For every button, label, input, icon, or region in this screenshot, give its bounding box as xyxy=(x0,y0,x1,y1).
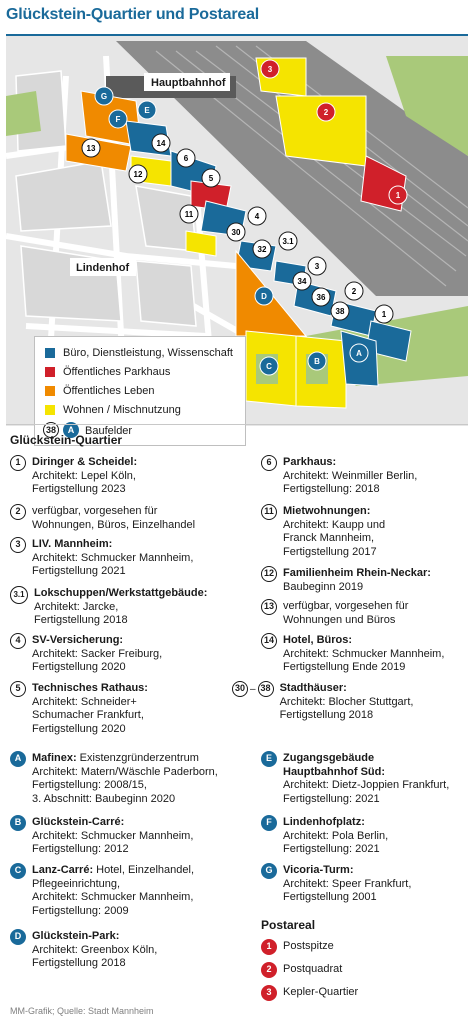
entry-badge: 3 xyxy=(261,985,277,1001)
map-badge-36[interactable] xyxy=(312,288,330,306)
entry-badge: 5 xyxy=(10,681,26,697)
map-badge-3[interactable] xyxy=(308,257,326,275)
list-item xyxy=(10,752,250,806)
entry-title-rest: Existenzgründerzentrum xyxy=(76,752,199,764)
list-item xyxy=(261,634,471,675)
svg-text:1: 1 xyxy=(381,310,387,319)
svg-text:D: D xyxy=(261,292,267,301)
entry-line: verfügbar, vorgesehen für xyxy=(32,505,158,517)
entry-badge: 12 xyxy=(261,566,277,582)
section-title-quartier: Glückstein-Quartier xyxy=(10,433,123,447)
entry-line: Architekt: Blocher Stuttgart, xyxy=(279,695,414,708)
entry-line: Fertigstellung 2018 xyxy=(279,709,374,722)
map-badge-C[interactable] xyxy=(260,357,278,375)
list-item xyxy=(10,930,250,971)
entry-badge: D xyxy=(10,929,26,945)
map-badge-4[interactable] xyxy=(248,207,266,225)
map-badge-2[interactable] xyxy=(345,282,363,300)
legend-item xyxy=(45,347,233,359)
entry-line: Fertigstellung 2020 xyxy=(32,722,126,735)
entry-line: Wohnungen und Büros xyxy=(283,613,396,626)
map-badge-32[interactable] xyxy=(253,240,271,258)
entry-line: Architekt: Schmucker Mannheim, xyxy=(32,891,194,904)
list-item xyxy=(261,864,473,905)
entry-title: Vicoria-Turm: xyxy=(283,864,354,876)
legend-swatch-office xyxy=(45,348,55,358)
svg-text:14: 14 xyxy=(156,139,166,148)
entry-line: Fertigstellung 2023 xyxy=(32,483,126,496)
svg-text:5: 5 xyxy=(208,174,214,183)
entry-badge: 1 xyxy=(261,939,277,955)
map-badge-12[interactable] xyxy=(129,165,147,183)
map-legend xyxy=(34,336,246,446)
entry-badge: F xyxy=(261,815,277,831)
map-badge-6[interactable] xyxy=(177,149,195,167)
entry-title: SV-Versicherung: xyxy=(32,634,124,646)
page-title: Glückstein-Quartier und Postareal xyxy=(6,6,260,23)
entry-title: Mafinex: xyxy=(32,752,77,764)
entry-badge: 4 xyxy=(10,633,26,649)
legend-badge-letter: A xyxy=(63,422,79,438)
range-dash: – xyxy=(250,683,256,695)
label-hauptbahnhof: Hauptbahnhof xyxy=(151,77,226,89)
entry-badge: 38 xyxy=(258,681,274,697)
entry-badge: 3.1 xyxy=(10,586,28,604)
entry-line: Pflegeeinrichtung, xyxy=(32,877,121,890)
list-item xyxy=(261,940,471,955)
entry-line: Fertigstellung 2021 xyxy=(32,565,126,578)
svg-text:38: 38 xyxy=(335,307,345,316)
svg-text:3: 3 xyxy=(314,262,320,271)
list-item xyxy=(10,634,242,675)
legend-swatch-parking xyxy=(45,367,55,377)
svg-text:2: 2 xyxy=(351,287,357,296)
svg-text:32: 32 xyxy=(257,245,267,254)
list-item xyxy=(261,456,471,497)
entry-title-2: Hauptbahnhof Süd: xyxy=(283,765,386,778)
map-badge-F[interactable] xyxy=(109,110,127,128)
list-item xyxy=(10,456,242,497)
svg-text:E: E xyxy=(144,106,150,115)
entry-title: Parkhaus: xyxy=(283,456,337,468)
label-lindenhof: Lindenhof xyxy=(76,262,130,274)
entry-badge: 1 xyxy=(10,455,26,471)
list-item xyxy=(261,986,471,1001)
list-item xyxy=(232,682,472,723)
legend-badge-label: Baufelder xyxy=(85,424,133,437)
map-badge-3-1[interactable] xyxy=(279,232,297,250)
entry-line: Architekt: Kaupp und xyxy=(283,518,386,531)
entry-badge: 6 xyxy=(261,455,277,471)
map-badge-13[interactable] xyxy=(82,139,100,157)
map-badge-14[interactable] xyxy=(152,134,170,152)
entry-line: Fertigstellung 2018 xyxy=(32,957,126,970)
entry-title: Zugangsgebäude xyxy=(283,752,375,764)
entry-title: Lanz-Carré: xyxy=(32,864,94,876)
entry-badge: 11 xyxy=(261,504,277,520)
list-item xyxy=(10,587,242,628)
entry-line: Architekt: Schmucker Mannheim, xyxy=(32,829,194,842)
svg-text:36: 36 xyxy=(316,293,326,302)
list-item xyxy=(261,600,471,627)
entry-title: Mietwohnungen: xyxy=(283,505,371,517)
entry-line: Architekt: Schneider+ xyxy=(32,695,137,708)
entry-badge: E xyxy=(261,751,277,767)
legend-label: Büro, Dienstleistung, Wissenschaft xyxy=(63,347,233,359)
entry-line: Franck Mannheim, xyxy=(283,532,375,545)
entry-line: Postquadrat xyxy=(283,963,343,975)
svg-text:C: C xyxy=(266,362,272,371)
legend-swatch-housing xyxy=(45,405,55,415)
entry-title: Diringer & Scheidel: xyxy=(32,456,138,468)
svg-text:30: 30 xyxy=(231,228,241,237)
entry-title: Hotel, Büros: xyxy=(283,634,353,646)
svg-text:6: 6 xyxy=(183,154,189,163)
entry-line: Fertigstellung: 2009 xyxy=(32,904,129,917)
entry-line: Architekt: Schmucker Mannheim, xyxy=(32,551,194,564)
entry-badge: 2 xyxy=(261,962,277,978)
entry-badge: G xyxy=(261,863,277,879)
entry-line: Schumacher Frankfurt, xyxy=(32,709,144,722)
entry-line: Fertigstellung 2001 xyxy=(283,891,377,904)
map-badge-11[interactable] xyxy=(180,205,198,223)
legend-label: Öffentliches Parkhaus xyxy=(63,366,171,378)
entry-line: Fertigstellung 2020 xyxy=(32,661,126,674)
entry-line: Architekt: Dietz-Joppien Frankfurt, xyxy=(283,779,450,792)
list-item xyxy=(10,816,250,857)
map-badge-30[interactable] xyxy=(227,223,245,241)
entry-line: Kepler-Quartier xyxy=(283,986,359,998)
legend-swatch-public xyxy=(45,386,55,396)
entry-badge: B xyxy=(10,815,26,831)
entry-line: Architekt: Pola Berlin, xyxy=(283,829,389,842)
entry-line: Architekt: Jarcke, xyxy=(34,600,119,613)
list-item xyxy=(10,682,242,736)
map-badge-5[interactable] xyxy=(202,169,220,187)
legend-item xyxy=(45,366,170,378)
legend-badge-number: 38 xyxy=(43,422,59,438)
svg-text:F: F xyxy=(115,115,121,124)
entry-line: verfügbar, vorgesehen für xyxy=(283,600,409,612)
list-item xyxy=(10,505,242,532)
list-item xyxy=(261,963,471,978)
section-title-postareal: Postareal xyxy=(261,918,316,932)
entry-line: Fertigstellung: 2021 xyxy=(283,843,380,856)
entry-line: Wohnungen, Büros, Einzelhandel xyxy=(32,518,196,531)
entry-badge: 13 xyxy=(261,599,277,615)
entry-line: 3. Abschnitt: Baubeginn 2020 xyxy=(32,792,176,805)
source-credit: MM-Grafik; Quelle: Stadt Mannheim xyxy=(10,1006,154,1016)
entry-badge: C xyxy=(10,863,26,879)
svg-text:1: 1 xyxy=(395,191,401,200)
map-badge-34[interactable] xyxy=(293,272,311,290)
svg-text:13: 13 xyxy=(86,144,96,153)
map-badge-G[interactable] xyxy=(95,87,113,105)
entry-line: Architekt: Sacker Freiburg, xyxy=(32,647,163,660)
entry-title: Stadthäuser: xyxy=(279,682,347,694)
legend-label: Wohnen / Mischnutzung xyxy=(63,404,181,416)
svg-text:G: G xyxy=(100,92,108,101)
list-item xyxy=(261,567,471,594)
entry-line: Fertigstellung: 2018 xyxy=(283,483,380,496)
entry-badge: 3 xyxy=(10,537,26,553)
entry-badge: 14 xyxy=(261,633,277,649)
list-item xyxy=(261,816,473,857)
entry-title: Lokschuppen/Werkstattgebäude: xyxy=(34,587,208,599)
svg-text:3.1: 3.1 xyxy=(282,237,294,246)
entry-line: Postspitze xyxy=(283,940,334,952)
list-item xyxy=(10,538,242,579)
list-item xyxy=(261,505,471,559)
svg-text:B: B xyxy=(314,357,320,366)
entry-title: Glückstein-Carré: xyxy=(32,816,125,828)
list-item xyxy=(261,752,473,806)
map-badge-38[interactable] xyxy=(331,302,349,320)
svg-text:11: 11 xyxy=(184,210,194,219)
svg-text:3: 3 xyxy=(267,65,273,74)
entry-line: Architekt: Schmucker Mannheim, xyxy=(283,647,445,660)
entry-line: Architekt: Lepel Köln, xyxy=(32,469,136,482)
entry-title: Technisches Rathaus: xyxy=(32,682,148,694)
svg-text:4: 4 xyxy=(254,212,260,221)
entry-badge: 30 xyxy=(232,681,248,697)
entry-line: Fertigstellung: 2008/15, xyxy=(32,779,147,792)
entry-line: Architekt: Weinmiller Berlin, xyxy=(283,469,418,482)
svg-text:34: 34 xyxy=(297,277,307,286)
legend-label: Öffentliches Leben xyxy=(63,385,155,397)
divider xyxy=(6,424,468,425)
map-badge-post-3[interactable] xyxy=(261,60,279,78)
entry-title: LIV. Mannheim: xyxy=(32,538,113,550)
entry-badge: 2 xyxy=(10,504,26,520)
legend-item xyxy=(45,404,181,416)
entry-line: Fertigstellung: 2012 xyxy=(32,843,129,856)
entry-badge-range xyxy=(232,682,274,697)
entry-line: Fertigstellung Ende 2019 xyxy=(283,661,406,674)
entry-line: Fertigstellung: 2021 xyxy=(283,792,380,805)
map-badge-B[interactable] xyxy=(308,352,326,370)
svg-text:A: A xyxy=(356,349,362,358)
entry-line: Architekt: Speer Frankfurt, xyxy=(283,877,412,890)
site-map xyxy=(6,34,468,437)
legend-item xyxy=(45,385,155,397)
list-item xyxy=(10,864,250,918)
map-badge-post-1[interactable] xyxy=(389,186,407,204)
svg-text:12: 12 xyxy=(133,170,143,179)
entry-title: Lindenhofplatz: xyxy=(283,816,365,828)
map-badge-post-2[interactable] xyxy=(317,103,335,121)
entry-title: Glückstein-Park: xyxy=(32,930,120,942)
entry-line: Baubeginn 2019 xyxy=(283,580,364,593)
entry-badge: A xyxy=(10,751,26,767)
svg-text:2: 2 xyxy=(323,108,329,117)
entry-line: Architekt: Matern/Wäschle Paderborn, xyxy=(32,765,218,778)
entry-title-rest: Hotel, Einzelhandel, xyxy=(93,864,195,876)
entry-line: Architekt: Greenbox Köln, xyxy=(32,943,158,956)
map-badge-1[interactable] xyxy=(375,305,393,323)
entry-title: Familienheim Rhein-Neckar: xyxy=(283,567,431,579)
map-badge-A[interactable] xyxy=(350,344,368,362)
map-badge-D[interactable] xyxy=(255,287,273,305)
map-badge-E[interactable] xyxy=(138,101,156,119)
entry-line: Fertigstellung 2018 xyxy=(34,614,128,627)
entry-line: Fertigstellung 2017 xyxy=(283,545,377,558)
